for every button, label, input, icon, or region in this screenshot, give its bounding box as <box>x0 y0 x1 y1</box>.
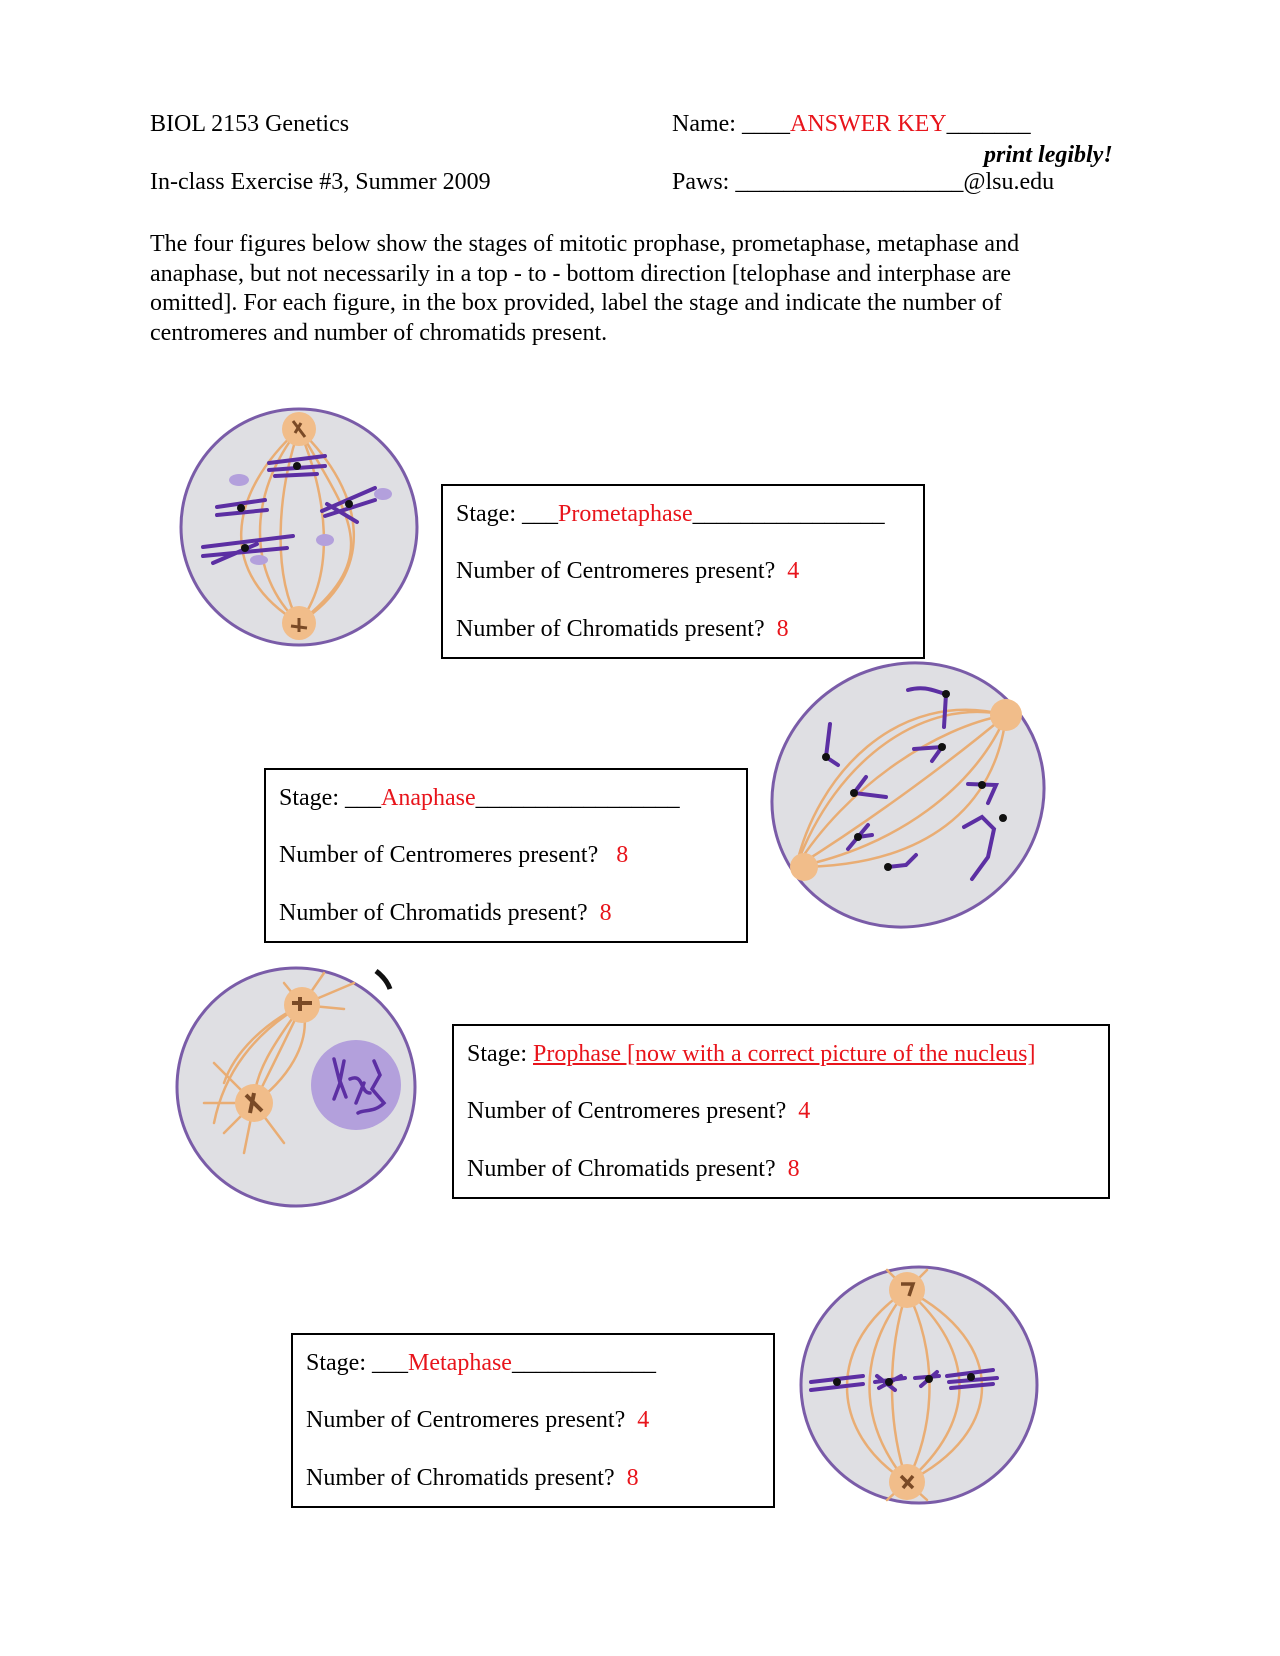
centromeres-line[interactable] <box>467 1097 810 1125</box>
answer-box-3 <box>452 1024 1110 1199</box>
stage-label: Stage: <box>467 1041 533 1067</box>
chromatids-label: Number of Chromatids present? <box>306 1465 615 1491</box>
paws-label: Paws: <box>672 169 736 195</box>
name-label: Name: <box>672 111 742 137</box>
stage-answer: Prometaphase <box>558 501 693 527</box>
instructions: The four figures below show the stages of mitotic prophase, prometaphase, metaphase and anaphase, but not necessarily in a top - to - bottom direction [telophase and interphase are omitted]. For each figure, in the box provided, label the stage and indicate the number of centromeres and number of chromatids present. <box>150 231 1020 346</box>
chromatids-answer: 8 <box>787 1156 800 1182</box>
chromatids-line[interactable] <box>467 1155 800 1183</box>
chromatids-label: Number of Chromatids present? <box>467 1156 776 1182</box>
chromatids-line[interactable] <box>456 615 789 643</box>
stage-label: Stage: <box>306 1350 372 1376</box>
stage-blank-pre: ___ <box>522 501 558 527</box>
chromatids-line[interactable] <box>279 899 612 927</box>
stage-blank-pre: ___ <box>372 1350 408 1376</box>
cell-metaphase-icon <box>797 1262 1041 1508</box>
centromeres-line[interactable] <box>456 557 799 585</box>
paws-field[interactable] <box>672 168 1054 196</box>
cell-prometaphase-icon <box>177 404 421 650</box>
chromatids-label: Number of Chromatids present? <box>279 900 588 926</box>
chromatids-label: Number of Chromatids present? <box>456 616 765 642</box>
centromeres-answer: 4 <box>798 1098 811 1124</box>
exercise-title: In-class Exercise #3, Summer 2009 <box>150 169 491 195</box>
chromatids-line[interactable] <box>306 1464 639 1492</box>
answer-box-4 <box>291 1333 775 1508</box>
stage-line[interactable] <box>456 500 885 528</box>
chromatids-answer: 8 <box>626 1465 639 1491</box>
stage-blank-pre: ___ <box>345 785 381 811</box>
stage-line[interactable] <box>279 784 680 812</box>
name-field[interactable] <box>672 110 1031 138</box>
centromeres-line[interactable] <box>306 1406 649 1434</box>
chromatids-answer: 8 <box>599 900 612 926</box>
paws-domain: @lsu.edu <box>963 169 1055 195</box>
cell-anaphase-icon <box>756 657 1056 933</box>
stage-label: Stage: <box>279 785 345 811</box>
name-blank-post: _______ <box>946 111 1031 137</box>
stage-blank-post: ____________ <box>511 1350 656 1376</box>
chromatids-answer: 8 <box>776 616 789 642</box>
answer-box-1 <box>441 484 925 659</box>
answer-box-2 <box>264 768 748 943</box>
stage-blank-post: ________________ <box>692 501 885 527</box>
course-title: BIOL 2153 Genetics <box>150 111 350 137</box>
centromeres-answer: 4 <box>787 558 800 584</box>
name-value: ANSWER KEY <box>789 111 947 137</box>
centromeres-label: Number of Centromeres present? <box>306 1407 626 1433</box>
name-blank-pre: ____ <box>741 111 790 137</box>
print-legibly-note: print legibly! <box>984 142 1113 168</box>
cell-prophase-icon <box>174 963 422 1211</box>
paws-blank: ___________________ <box>735 169 964 195</box>
centromeres-answer: 8 <box>616 842 629 868</box>
stage-answer: Prophase [now with a correct picture of the nucleus] <box>533 1041 1036 1067</box>
stage-answer: Anaphase <box>381 785 476 811</box>
centromeres-label: Number of Centromeres present? <box>279 842 599 868</box>
stage-line[interactable] <box>306 1349 656 1377</box>
centromeres-answer: 4 <box>637 1407 650 1433</box>
stage-blank-post: _________________ <box>475 785 680 811</box>
centromeres-line[interactable] <box>279 841 628 869</box>
stage-label: Stage: <box>456 501 522 527</box>
stage-line[interactable] <box>467 1040 1036 1068</box>
stage-answer: Metaphase <box>408 1350 512 1376</box>
centromeres-label: Number of Centromeres present? <box>467 1098 787 1124</box>
centromeres-label: Number of Centromeres present? <box>456 558 776 584</box>
